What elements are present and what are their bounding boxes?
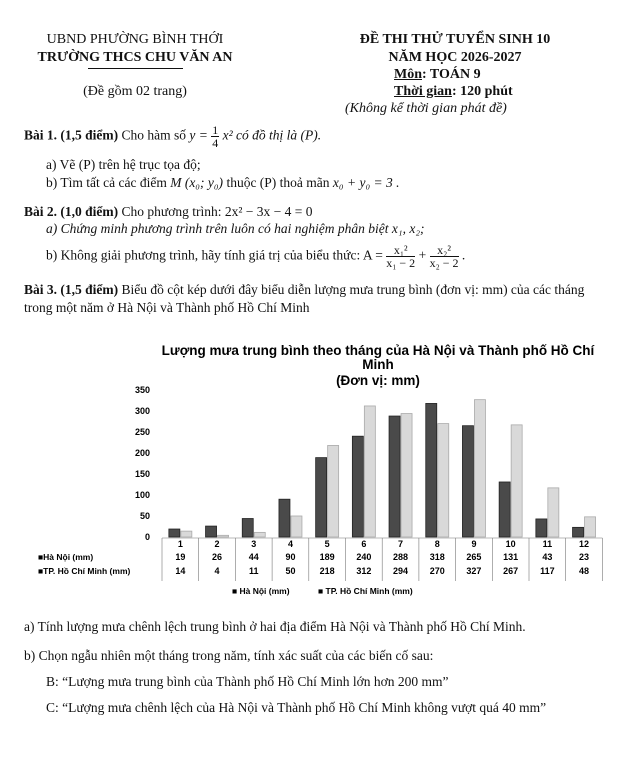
y-tick-label: 300 xyxy=(134,406,150,416)
data-label: 267 xyxy=(503,566,519,576)
bar-ha-noi xyxy=(426,403,437,537)
header-rule xyxy=(88,68,183,69)
y-tick-label: 200 xyxy=(134,448,150,458)
data-label: 312 xyxy=(356,566,372,576)
y-tick-label: 250 xyxy=(134,427,150,437)
bar-hcm xyxy=(438,424,449,537)
data-label: 218 xyxy=(319,566,335,576)
x-tick-label: 1 xyxy=(177,539,183,549)
x-tick-label: 7 xyxy=(398,539,404,549)
data-label: 131 xyxy=(503,552,519,562)
bar-ha-noi xyxy=(536,519,547,537)
data-label: 11 xyxy=(248,566,259,576)
rainfall-chart xyxy=(0,335,642,600)
data-label: 26 xyxy=(212,552,223,562)
x-tick-label: 5 xyxy=(324,539,330,549)
data-label: 117 xyxy=(540,566,555,576)
data-label: 43 xyxy=(542,552,553,562)
subject-line: Môn: TOÁN 9 xyxy=(394,67,481,82)
table-label-ha-noi: ■Hà Nội (mm) xyxy=(38,552,94,562)
x-tick-label: 3 xyxy=(251,539,257,549)
y-tick-label: 100 xyxy=(134,490,150,500)
bai2-part-b: b) Không giải phương trình, hãy tính giá trị của biểu thức: A = $\frac{\text{x₁²}}{\text{x₁ − 2}}$ + $\frac{\text{x₂²}}{\text{x₂ − 2}}$ . xyxy=(46,243,466,270)
bai3-line1: Bài 3. (1,5 điểm) Biểu đồ cột kép dưới đây biểu diễn lượng mưa trung bình (đơn vị: mm) của các tháng xyxy=(24,282,585,297)
x-tick-label: 2 xyxy=(214,539,220,549)
data-label: 19 xyxy=(175,552,186,562)
data-label: 294 xyxy=(393,566,409,576)
x-tick-label: 6 xyxy=(361,539,367,549)
bai1-fraction: $\frac{1}{4}$ xyxy=(212,123,219,150)
bar-ha-noi xyxy=(169,529,180,537)
bar-hcm xyxy=(401,414,412,537)
data-label: 44 xyxy=(248,552,259,562)
bai1-part-b: b) Tìm tất cả các điểm M (x₀; y₀) thuộc (P) thoả mãn x₀ + y₀ = 3 . xyxy=(46,175,400,190)
bar-ha-noi xyxy=(389,416,400,537)
data-label: 50 xyxy=(285,566,296,576)
bar-ha-noi xyxy=(279,499,290,537)
x-tick-label: 8 xyxy=(434,539,440,549)
y-tick-label: 50 xyxy=(139,511,150,521)
data-label: 4 xyxy=(214,566,220,576)
bai3-event-c: C: “Lượng mưa chênh lệch của Hà Nội và Thành phố Hồ Chí Minh không vượt quá 40 mm” xyxy=(46,700,547,715)
bar-hcm xyxy=(474,400,485,537)
data-label: 270 xyxy=(429,566,445,576)
x-tick-label: 12 xyxy=(579,539,590,549)
bar-ha-noi xyxy=(242,519,253,537)
bai3-event-b: B: “Lượng mưa trung bình của Thành phố Hồ Chí Minh lớn hơn 200 mm” xyxy=(46,674,449,689)
bai2-part-a: a) Chứng minh phương trình trên luôn có hai nghiệm phân biệt x₁, x₂; xyxy=(46,221,425,236)
x-tick-label: 11 xyxy=(542,539,553,549)
bai3-part-a: a) Tính lượng mưa chênh lệch trung bình ở hai địa điểm Hà Nội và Thành phố Hồ Chí Minh. xyxy=(24,619,526,634)
data-label: 327 xyxy=(466,566,482,576)
x-tick-label: 9 xyxy=(471,539,477,549)
exam-title: ĐỀ THI THỬ TUYỂN SINH 10 xyxy=(359,32,551,47)
bar-ha-noi xyxy=(573,527,584,537)
bai1-heading: Bài 1. (1,5 điểm) Cho hàm số y = $\frac{1}{4}$ x² có đồ thị là (P). xyxy=(24,123,322,150)
data-label: 318 xyxy=(429,552,445,562)
table-label-hcm: ■TP. Hồ Chí Minh (mm) xyxy=(38,566,131,576)
bar-hcm xyxy=(254,532,265,537)
legend-hcm: ■ TP. Hồ Chí Minh (mm) xyxy=(318,586,413,596)
chart-unit: (Đơn vị: mm) xyxy=(336,373,420,388)
bai3-part-b: b) Chọn ngẫu nhiên một tháng trong năm, tính xác suất của các biến cố sau: xyxy=(24,648,434,663)
y-tick-label: 350 xyxy=(134,385,150,395)
bar-ha-noi xyxy=(499,482,510,537)
chart-title-line1: Lượng mưa trung bình theo tháng của Hà Nội và Thành phố Hồ Chí xyxy=(161,343,595,358)
bar-hcm xyxy=(181,531,192,537)
data-label: 288 xyxy=(393,552,409,562)
bar-hcm xyxy=(548,488,559,537)
data-label: 48 xyxy=(579,566,590,576)
school-year: NĂM HỌC 2026-2027 xyxy=(388,50,522,65)
y-tick-label: 0 xyxy=(144,532,150,542)
bar-ha-noi xyxy=(462,426,473,537)
data-label: 90 xyxy=(285,552,296,562)
bai1-part-a: a) Vẽ (P) trên hệ trục tọa độ; xyxy=(46,157,201,172)
bar-hcm xyxy=(585,517,596,537)
legend-ha-noi: ■ Hà Nội (mm) xyxy=(232,586,290,596)
data-label: 23 xyxy=(579,552,590,562)
bar-ha-noi xyxy=(352,436,363,537)
bar-hcm xyxy=(328,445,339,537)
school-district: UBND PHƯỜNG BÌNH THỚI xyxy=(46,32,224,47)
x-tick-label: 4 xyxy=(287,539,293,549)
data-label: 265 xyxy=(466,552,482,562)
chart-title-line2: Minh xyxy=(362,357,394,372)
bar-hcm xyxy=(218,535,229,537)
time-note: (Không kể thời gian phát đề) xyxy=(345,101,507,116)
bar-ha-noi xyxy=(316,458,327,537)
school-name: TRƯỜNG THCS CHU VĂN AN xyxy=(37,50,233,65)
bar-ha-noi xyxy=(206,526,217,537)
bar-hcm xyxy=(291,516,302,537)
data-label: 189 xyxy=(319,552,335,562)
time-line: Thời gian: 120 phút xyxy=(394,84,513,99)
page-count-note: (Đề gồm 02 trang) xyxy=(83,84,187,99)
data-label: 14 xyxy=(175,566,186,576)
y-tick-label: 150 xyxy=(134,469,150,479)
bai2-heading: Bài 2. (1,0 điểm) Cho phương trình: 2x² − 3x − 4 = 0 xyxy=(24,204,313,219)
data-label: 240 xyxy=(356,552,372,562)
x-tick-label: 10 xyxy=(505,539,516,549)
bar-hcm xyxy=(364,406,375,537)
bar-hcm xyxy=(511,425,522,537)
bai3-line2: trong một năm ở Hà Nội và Thành phố Hồ Chí Minh xyxy=(24,300,310,315)
